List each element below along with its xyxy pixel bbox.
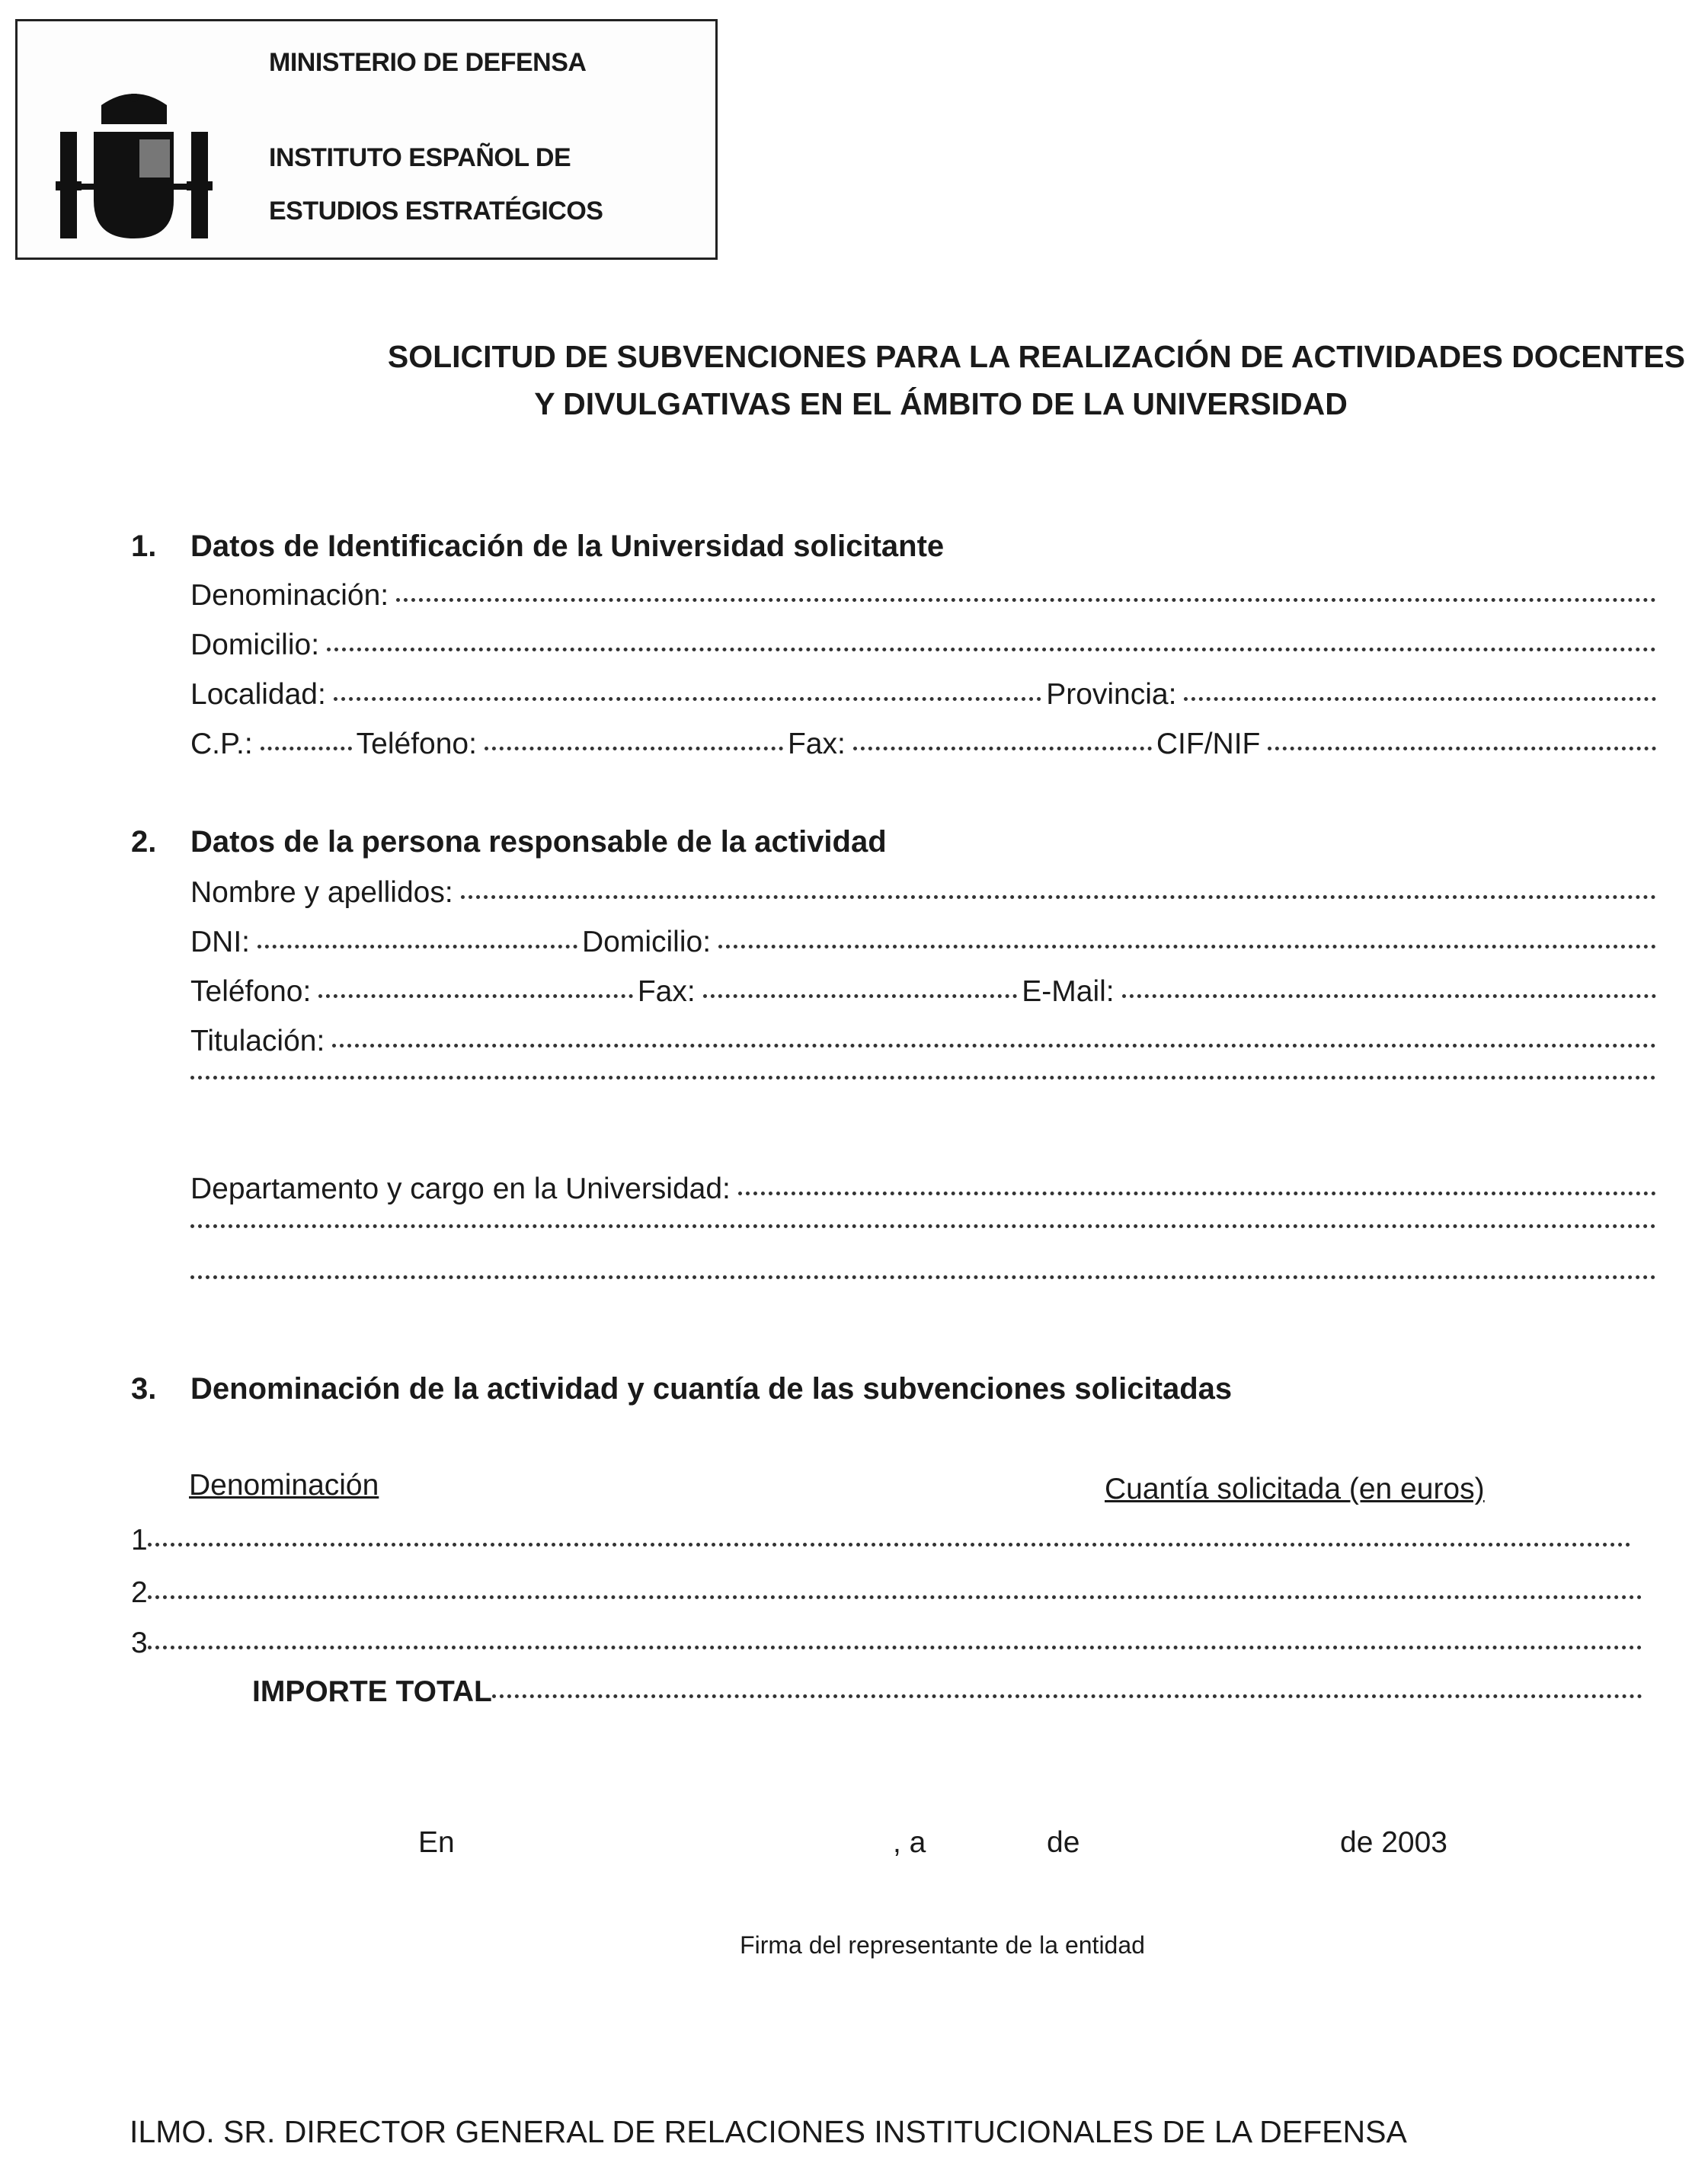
activity-row-3[interactable]: 3 <box>131 1627 1647 1665</box>
activity-row-1[interactable]: 1 <box>131 1524 1636 1562</box>
field-titulacion-cont[interactable] <box>190 1079 1661 1117</box>
section2-heading: 2. Datos de la persona responsable de la actividad <box>131 825 887 859</box>
field-cp-telefono-fax-cif[interactable]: C.P.: Teléfono: Fax: CIF/NIF <box>190 728 1661 766</box>
field-departamento-cont2[interactable] <box>190 1278 1661 1316</box>
institute-name-line1: INSTITUTO ESPAÑOL DE <box>269 143 571 172</box>
year-label: de 2003 <box>1340 1826 1447 1859</box>
signature-caption: Firma del representante de la entidad <box>740 1931 1145 1959</box>
field-departamento-cont1[interactable] <box>190 1227 1661 1265</box>
ministry-name: MINISTERIO DE DEFENSA <box>269 48 587 77</box>
coat-of-arms-logo <box>56 94 216 246</box>
importe-total-row[interactable]: IMPORTE TOTAL <box>252 1675 1647 1713</box>
field-domicilio[interactable]: Domicilio: <box>190 629 1661 667</box>
field-departamento[interactable]: Departamento y cargo en la Universidad: <box>190 1172 1661 1211</box>
field-titulacion[interactable]: Titulación: <box>190 1025 1661 1063</box>
place-label: En <box>418 1826 455 1859</box>
field-denominacion[interactable]: Denominación: <box>190 579 1661 617</box>
institute-name-line2: ESTUDIOS ESTRATÉGICOS <box>269 197 603 226</box>
column-cuantia: Cuantía solicitada (en euros) <box>1105 1473 1485 1505</box>
field-dni-domicilio[interactable]: DNI: Domicilio: <box>190 926 1661 964</box>
letterhead <box>15 19 718 260</box>
addressee: ILMO. SR. DIRECTOR GENERAL DE RELACIONES INSTITUCIONALES DE LA DEFENSA <box>130 2114 1407 2149</box>
field-telefono-fax-email[interactable]: Teléfono: Fax: E-Mail: <box>190 975 1661 1013</box>
day-label: , a <box>893 1826 926 1859</box>
field-localidad-provincia[interactable]: Localidad: Provincia: <box>190 678 1661 716</box>
section3-heading: 3. Denominación de la actividad y cuantía de las subvenciones solicitadas <box>131 1372 1233 1406</box>
field-nombre[interactable]: Nombre y apellidos: <box>190 876 1661 914</box>
column-denominacion: Denominación <box>189 1469 379 1502</box>
section1-heading: 1. Datos de Identificación de la Universidad solicitante <box>131 529 945 563</box>
form-title-line2: Y DIVULGATIVAS EN EL ÁMBITO DE LA UNIVERSIDAD <box>534 386 1348 421</box>
activity-row-2[interactable]: 2 <box>131 1576 1647 1614</box>
form-title-line1: SOLICITUD DE SUBVENCIONES PARA LA REALIZACIÓN DE ACTIVIDADES DOCENTES <box>387 339 1685 374</box>
month-label: de <box>1047 1826 1080 1859</box>
